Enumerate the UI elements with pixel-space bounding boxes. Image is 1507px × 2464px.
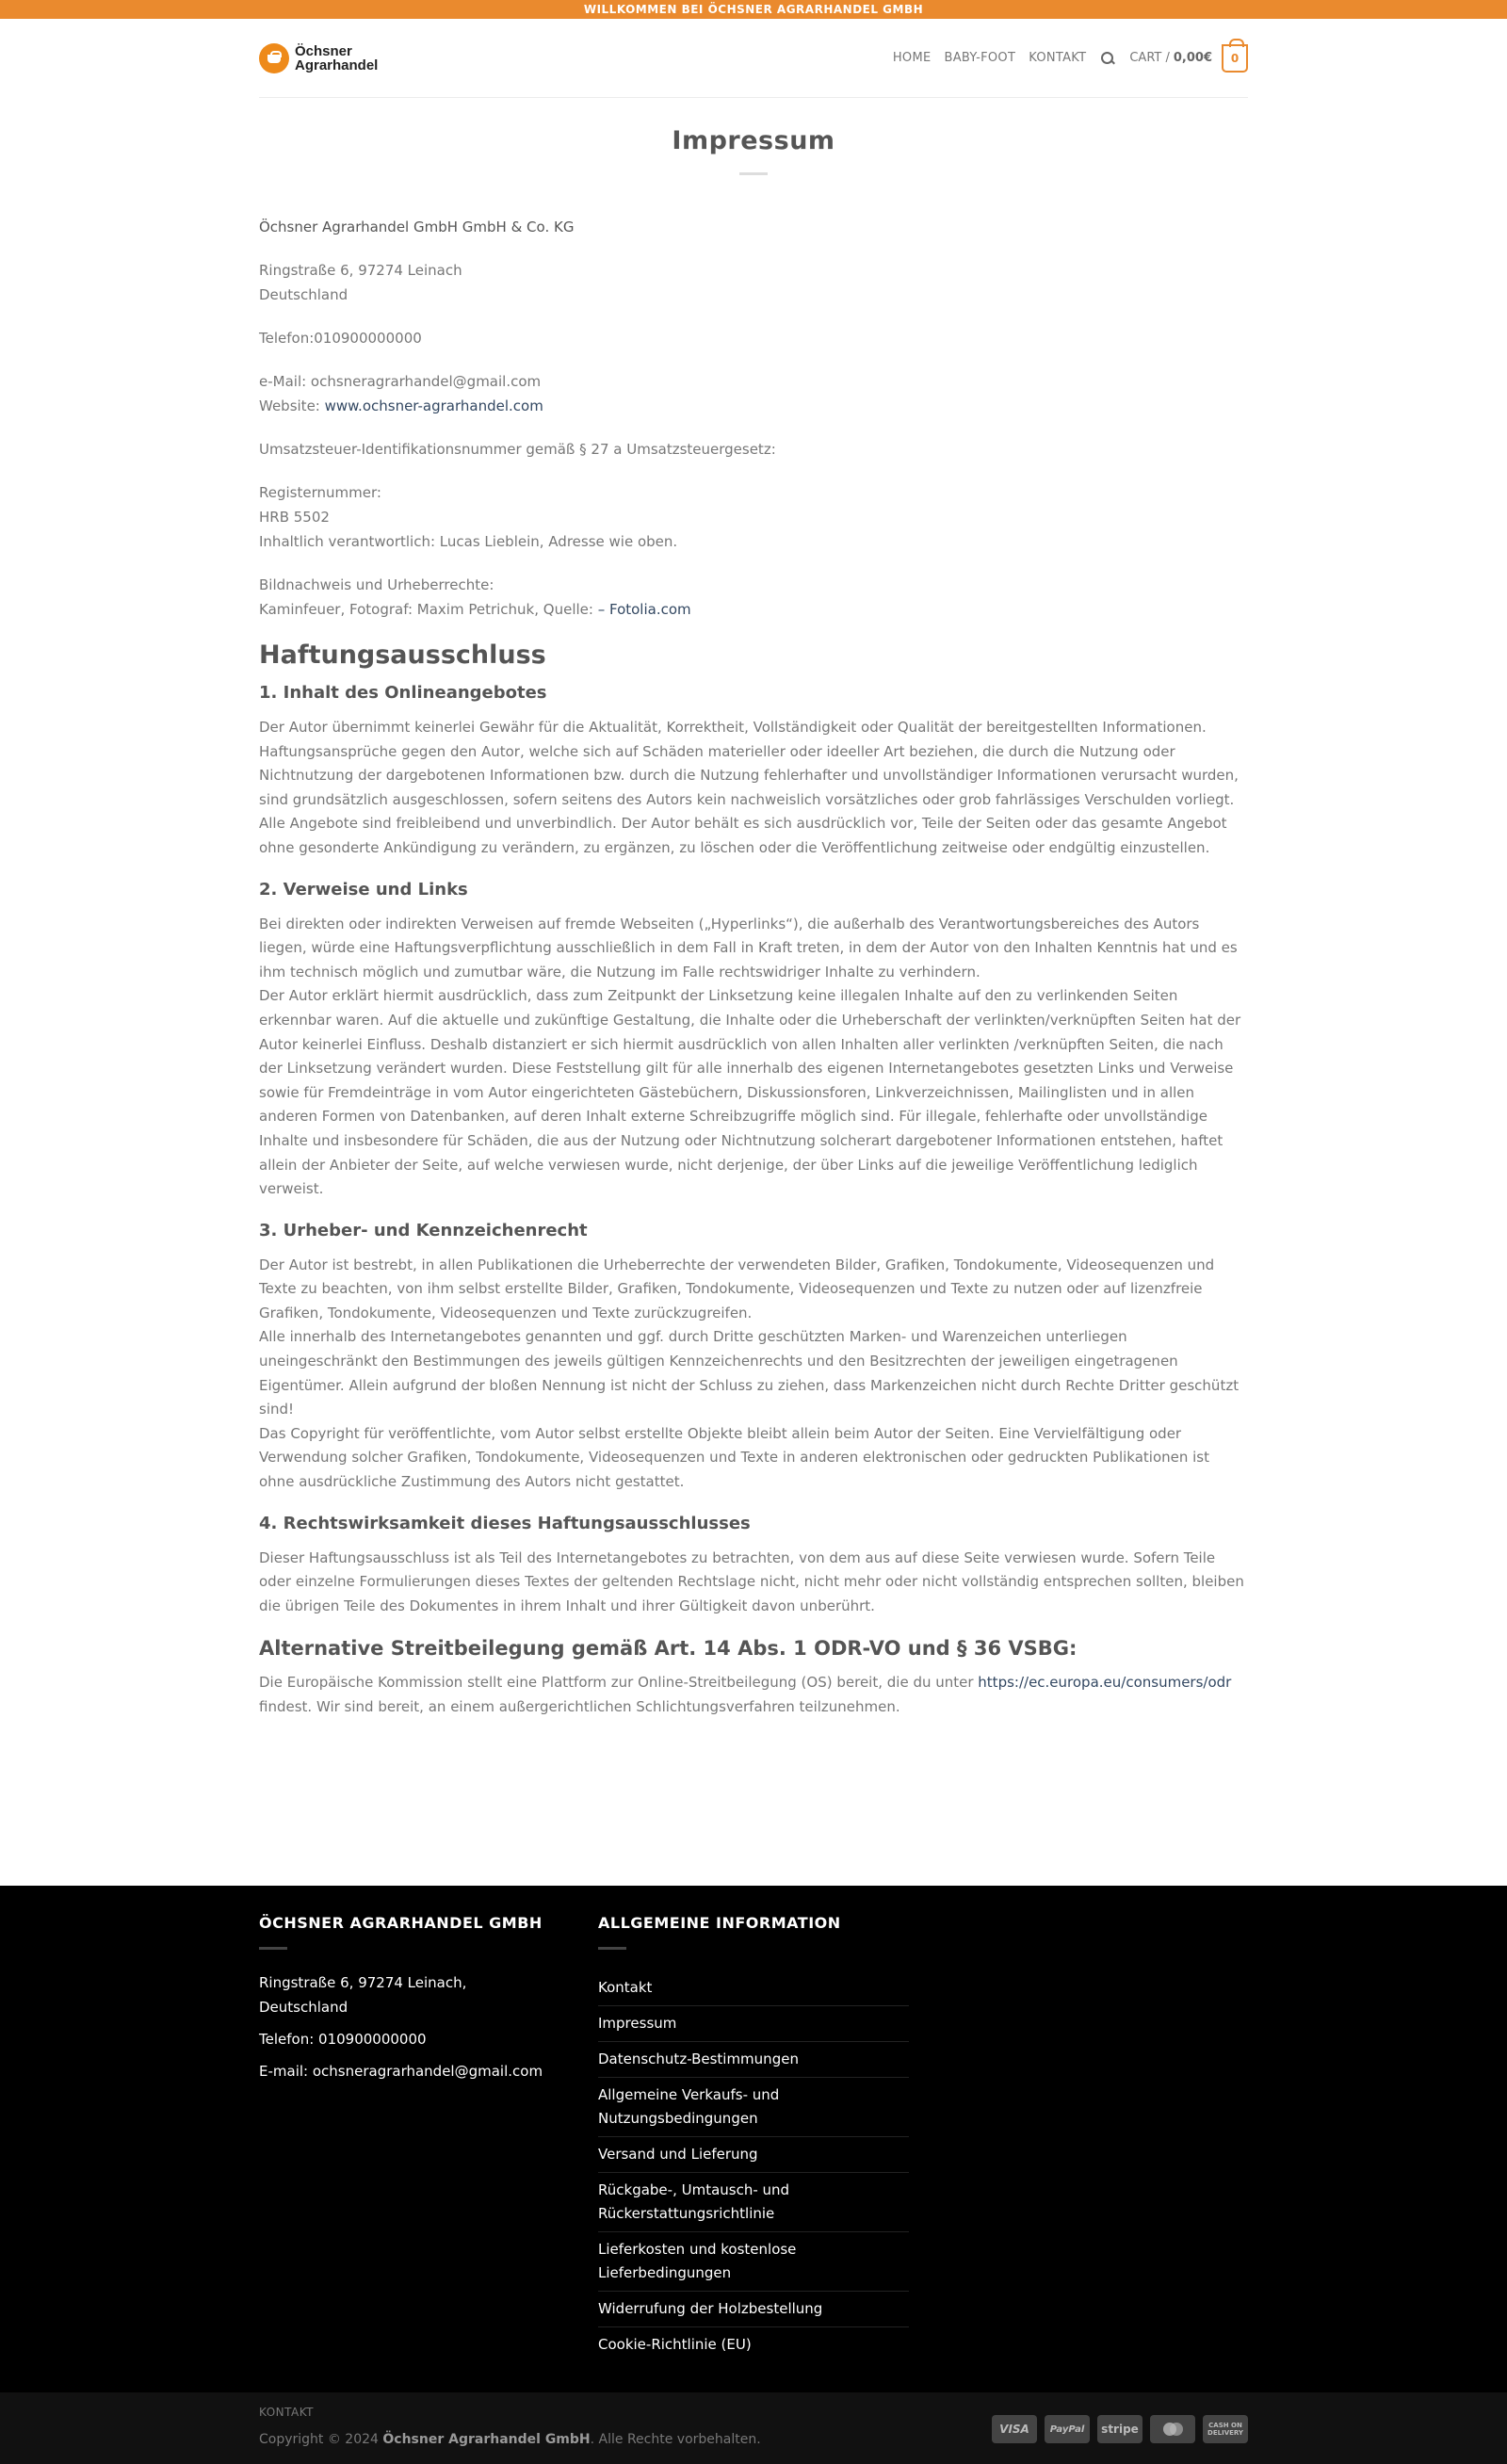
company-name: Öchsner Agrarhandel GmbH GmbH & Co. KG <box>259 219 575 235</box>
section-1-title: 1. Inhalt des Onlineangebotes <box>259 683 547 703</box>
footer-address <box>259 1970 598 2019</box>
bottom-link-kontakt[interactable]: KONTAKT <box>259 2406 315 2419</box>
footer-phone: Telefon: 010900000000 <box>259 2031 427 2048</box>
copyright-pre: Copyright © 2024 <box>259 2432 383 2447</box>
email: e-Mail: ochsneragrarhandel@gmail.com <box>259 373 542 390</box>
contact-block <box>259 369 1248 418</box>
credits-link[interactable]: – Fotolia.com <box>597 601 691 618</box>
title-divider <box>739 172 768 175</box>
payment-icons <box>992 2406 1248 2447</box>
register-block <box>259 480 1248 554</box>
disclaimer-title: Haftungsausschluss <box>259 640 546 670</box>
logo-line-2: Agrarhandel <box>295 57 379 73</box>
footer-info-title: ALLGEMEINE INFORMATION <box>598 1914 841 1932</box>
register-label: Registernummer: <box>259 484 381 501</box>
paypal-icon: PayPal <box>1045 2415 1090 2443</box>
nav-home[interactable]: HOME <box>892 51 932 65</box>
footer-company-column <box>259 1914 598 2362</box>
cart-total: 0,00€ <box>1173 51 1212 65</box>
credits-label: Bildnachweis und Urheberrechte: <box>259 576 494 593</box>
address-line-1: Ringstraße 6, 97274 Leinach <box>259 262 462 279</box>
odr-text <box>259 1671 1248 1719</box>
website-label: Website: <box>259 397 325 414</box>
footer-link-agb[interactable]: Allgemeine Verkaufs- und Nutzungsbedingungen <box>598 2078 909 2137</box>
cart-label: CART / <box>1129 51 1170 65</box>
footer-address-line-2: Deutschland <box>259 1999 348 2016</box>
search-icon[interactable] <box>1101 52 1114 65</box>
visa-icon: VISA <box>992 2415 1037 2443</box>
footer-link-lieferkosten[interactable]: Lieferkosten und kostenlose Lieferbedingungen <box>598 2232 909 2292</box>
main-nav <box>893 44 1248 73</box>
copyright <box>259 2432 761 2447</box>
mastercard-icon <box>1150 2415 1195 2443</box>
site-header <box>259 19 1248 98</box>
footer-link-impressum[interactable]: Impressum <box>598 2006 909 2042</box>
phone: Telefon:010900000000 <box>259 330 422 347</box>
credits-block <box>259 573 1248 622</box>
footer-link-versand[interactable]: Versand und Lieferung <box>598 2137 909 2173</box>
footer-link-datenschutz[interactable]: Datenschutz-Bestimmungen <box>598 2042 909 2078</box>
basket-icon <box>259 43 289 73</box>
footer-link-kontakt[interactable]: Kontakt <box>598 1970 909 2006</box>
section-2-title: 2. Verweise und Links <box>259 879 468 900</box>
register-value: HRB 5502 <box>259 509 330 526</box>
odr-title: Alternative Streitbeilegung gemäß Art. 14 Abs. 1 ODR-VO und § 36 VSBG: <box>259 1637 1078 1661</box>
vat-id: Umsatzsteuer-Identifikationsnummer gemäß § 27 a Umsatzsteuergesetz: <box>259 441 776 458</box>
footer-info-column <box>598 1914 909 2362</box>
credits-text: Kaminfeuer, Fotograf: Maxim Petrichuk, Quelle: <box>259 601 598 618</box>
nav-kontakt[interactable]: KONTAKT <box>1029 51 1087 65</box>
odr-text-1: Die Europäische Kommission stellt eine Plattform zur Online-Streitbeilegung (OS) bereit, die du unter <box>259 1674 979 1692</box>
section-3-title: 3. Urheber- und Kennzeichenrecht <box>259 1220 588 1240</box>
cart-bag-icon[interactable] <box>1222 44 1248 73</box>
website-link[interactable]: www.ochsner-agrarhandel.com <box>324 397 543 414</box>
footer-link-rueckgabe[interactable]: Rückgabe-, Umtausch- und Rückerstattungsrichtlinie <box>598 2173 909 2232</box>
absolute-footer <box>0 2392 1507 2464</box>
footer-link-widerruf[interactable]: Widerrufung der Holzbestellung <box>598 2292 909 2327</box>
footer-email: E-mail: ochsneragrarhandel@gmail.com <box>259 2063 543 2080</box>
footer-company-title: ÖCHSNER AGRARHANDEL GMBH <box>259 1914 543 1932</box>
address-line-2: Deutschland <box>259 286 348 303</box>
site-footer <box>0 1886 1507 2392</box>
main-content <box>259 98 1248 1720</box>
copyright-post: . Alle Rechte vorbehalten. <box>590 2432 761 2447</box>
section-3-text: Der Autor ist bestrebt, in allen Publikationen die Urheberrechte der verwendeten Bilder, Grafiken, Tondokumente, Videosequenzen und Texte zu beachten, von ihm selbst erstellte Bilder, Grafiken, Tondokumente, Videosequenzen und Texte zu nutzen oder auf lizenzfreie Grafiken, Tondokumente, Videosequenzen und Texte zurückzugreifen. Alle innerhalb des Internetangebotes genannten und ggf. durch Dritte geschützten Marken- und Warenzeichen unterliegen uneingeschränkt den Bestimmungen des jeweils gültigen Kennzeichenrechts und den Besitzrechten der jeweiligen eingetragenen Eigentümer. Allein aufgrund der bloßen Nennung ist nicht der Schluss zu ziehen, dass Markenzeichen nicht durch Rechte Dritter geschützt sind! Das Copyright für veröffentlichte, vom Autor selbst erstellte Objekte bleibt allein beim Autor der Seiten. Eine Vervielfältigung oder Verwendung solcher Grafiken, Tondokumente, Videosequenzen und Texte in anderen elektronischen oder gedruckten Publikationen ist ohne ausdrückliche Zustimmung des Autors nicht gestattet. <box>259 1256 1240 1491</box>
logo-text <box>295 44 378 73</box>
odr-text-2: findest. Wir sind bereit, an einem außergerichtlichen Schlichtungsverfahren teilzunehmen. <box>259 1698 900 1715</box>
page-title: Impressum <box>672 126 835 155</box>
odr-link[interactable]: https://ec.europa.eu/consumers/odr <box>978 1674 1232 1692</box>
section-2-text: Bei direkten oder indirekten Verweisen auf fremde Webseiten („Hyperlinks“), die außerhalb des Verantwortungsbereiches des Autors liegen, würde eine Haftungsverpflichtung ausschließlich in dem Fall in Kraft treten, in dem der Autor von den Inhalten Kenntnis hat und es ihm technisch möglich und zumutbar wäre, die Nutzung im Falle rechtswidriger Inhalte zu verhindern. Der Autor erklärt hiermit ausdrücklich, dass zum Zeitpunkt der Linksetzung keine illegalen Inhalte auf den zu verlinkenden Seiten erkennbar waren. Auf die aktuelle und zukünftige Gestaltung, die Inhalte oder die Urheberschaft der verlinkten/verknüpften Seiten hat der Autor keinerlei Einfluss. Deshalb distanziert er sich hiermit ausdrücklich von allen Inhalten aller verlinkten /verknüpften Seiten, die nach der Linksetzung verändert wurden. Diese Feststellung gilt für alle innerhalb des eigenen Internetangebotes gesetzten Links und Verweise sowie für Fremdeinträge in vom Autor eingerichteten Gästebüchern, Diskussionsforen, Linkverzeichnissen, Mailinglisten und in allen anderen Formen von Datenbanken, auf deren Inhalt externe Schreibzugriffe möglich sind. Für illegale, fehlerhafte oder unvollständige Inhalte und insbesondere für Schäden, die aus der Nutzung oder Nichtnutzung solcherart dargebotener Informationen entstehen, haftet allein der Anbieter der Seite, auf welche verwiesen wurde, nicht derjenige, der über Links auf die jeweilige Veröffentlichung lediglich verweist. <box>259 915 1241 1198</box>
site-logo[interactable] <box>259 43 378 73</box>
cash-on-delivery-icon: CASH ON DELIVERY <box>1203 2415 1248 2443</box>
logo-line-1: Öchsner <box>295 42 352 59</box>
footer-address-line-1: Ringstraße 6, 97274 Leinach, <box>259 1974 467 1991</box>
section-1-text: Der Autor übernimmt keinerlei Gewähr für die Aktualität, Korrektheit, Vollständigkeit oder Qualität der bereitgestellten Informationen. Haftungsansprüche gegen den Autor, welche sich auf Schäden materieller oder ideeller Art beziehen, die durch die Nutzung oder Nichtnutzung der dargebotenen Informationen bzw. durch die Nutzung fehlerhafter und unvollständiger Informationen verursacht wurden, sind grundsätzlich ausgeschlossen, sofern seitens des Autors kein nachweislich vorsätzliches oder grob fahrlässiges Verschulden vorliegt. Alle Angebote sind freibleibend und unverbindlich. Der Autor behält es sich ausdrücklich vor, Teile der Seiten oder das gesamte Angebot ohne gesonderte Ankündigung zu verändern, zu ergänzen, zu löschen oder die Veröffentlichung zeitweise oder endgültig einzustellen. <box>259 719 1239 856</box>
footer-link-cookies[interactable]: Cookie-Richtlinie (EU) <box>598 2336 752 2353</box>
cart-link[interactable] <box>1129 44 1248 73</box>
address-block <box>259 258 1248 307</box>
nav-baby-foot[interactable]: BABY-FOOT <box>944 51 1016 65</box>
section-4-text: Dieser Haftungsausschluss ist als Teil des Internetangebotes zu betrachten, von dem aus auf diese Seite verwiesen wurde. Sofern Teile oder einzelne Formulierungen dieses Textes der geltenden Rechtslage nicht, nicht mehr oder nicht vollständig entsprechen sollten, bleiben die übrigen Teile des Dokumentes in ihrem Inhalt und ihrer Gültigkeit davon unberührt. <box>259 1548 1244 1614</box>
footer-divider <box>598 1947 626 1950</box>
copyright-brand: Öchsner Agrarhandel GmbH <box>382 2432 591 2447</box>
welcome-bar: WILLKOMMEN BEI ÖCHSNER AGRARHANDEL GMBH <box>0 0 1507 19</box>
footer-links <box>598 1970 909 2362</box>
stripe-icon: stripe <box>1097 2415 1142 2443</box>
section-4-title: 4. Rechtswirksamkeit dieses Haftungsausschlusses <box>259 1513 751 1533</box>
cart-count: 0 <box>1230 51 1240 65</box>
footer-divider <box>259 1947 287 1950</box>
responsible: Inhaltlich verantwortlich: Lucas Lieblein, Adresse wie oben. <box>259 533 678 550</box>
